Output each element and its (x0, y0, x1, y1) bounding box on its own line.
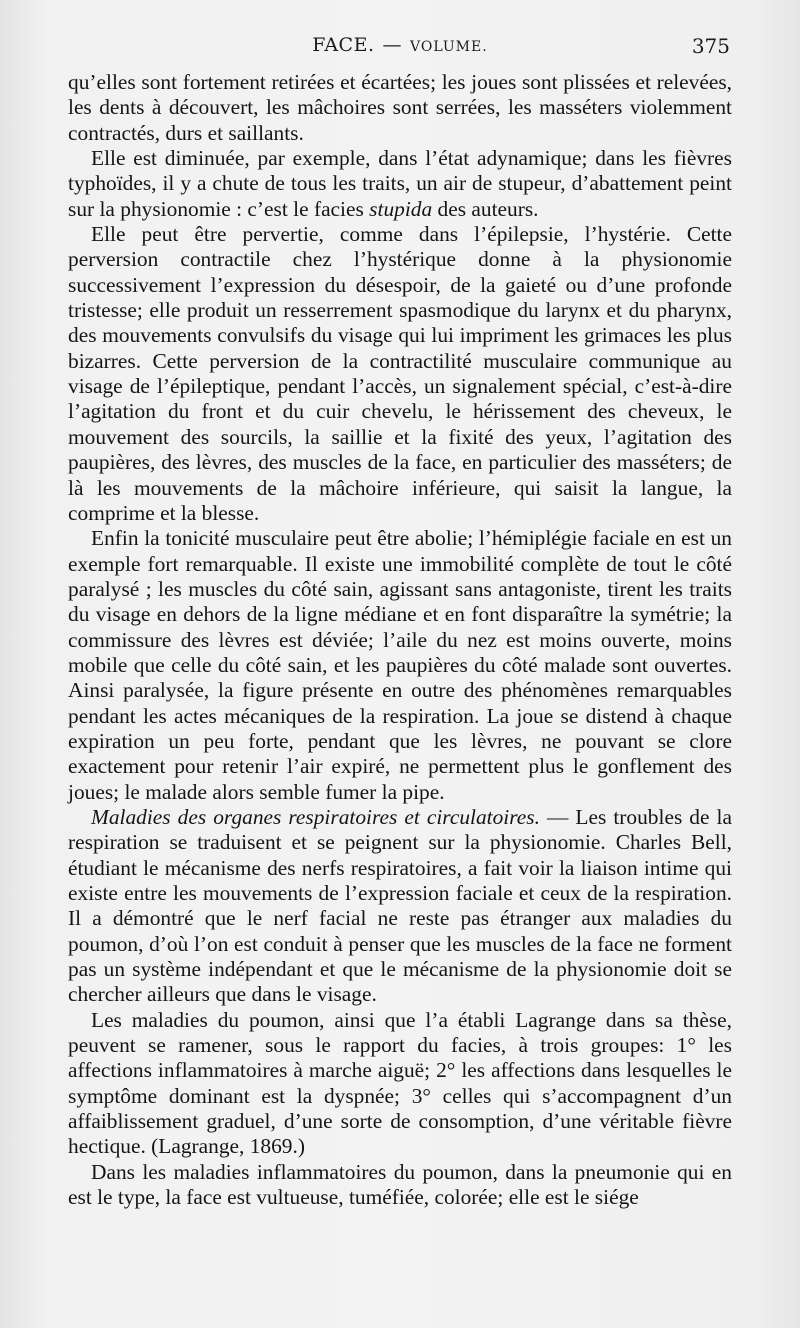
paragraph-7-text: Dans les maladies inflammatoires du poumon, dans la pneumonie qui en est le type, la face est vultueuse, tuméfiée, colorée; elle est le siége (68, 1159, 732, 1210)
running-title-dash: — (382, 34, 402, 56)
paragraph-2 (68, 146, 732, 222)
paragraph-4 (68, 526, 732, 805)
paragraph-3 (68, 222, 732, 526)
paragraph-1-text: qu’elles sont fortement retirées et écartées; les joues sont plissées et relevées, les dents à découvert, les mâchoires sont serrées, les masséters violemment contractés, durs et saillants. (68, 70, 732, 145)
paragraph-3-text: Elle peut être pervertie, comme dans l’épilepsie, l’hystérie. Cette perversion contractile chez l’hystérique donne à la physionomie successivement l’expression du désespoir, de la gaieté ou d’une profonde tristesse; elle produit un resserrement spasmodique du larynx et du pharynx, des mouvements convulsifs du visage qui lui impriment les grimaces les plus bizarres. Cette perversion de la contractilité musculaire communique au visage de l’épileptique, pendant l’accès, un signalement spécial, c’est-à-dire l’agitation du front et du cuir chevelu, le hérissement des cheveux, le mouvement des sourcils, la saillie et la fixité des yeux, l’agitation des paupières, des lèvres, des muscles de la face, en particulier des masséters; de là les mouvements de la mâchoire inférieure, qui saisit la langue, la comprime et la blesse. (68, 222, 732, 525)
paragraph-2-text: Elle est diminuée, par exemple, dans l’état adynamique; dans les fièvres typhoïdes, il y a chute de tous les traits, un air de stupeur, d’abattement peint sur la physionomie : c’est le facies (68, 146, 732, 221)
running-title-face: FACE. (312, 34, 375, 56)
paragraph-1 (68, 70, 732, 146)
running-title-volume: VOLUME. (410, 39, 488, 55)
body-text (68, 70, 732, 1210)
paragraph-2-after: des auteurs. (432, 196, 539, 221)
paragraph-7 (68, 1160, 732, 1211)
paragraph-4-text: Enfin la tonicité musculaire peut être abolie; l’hémiplégie faciale en est un exemple fort remarquable. Il existe une immobilité complète de tout le côté paralysé ; les muscles du côté sain, agissant sans antagoniste, tirent les traits du visage en dehors de la ligne médiane et en font disparaître la symétrie; la commissure des lèvres est déviée; l’aile du nez est moins ouverte, moins mobile que celle du côté sain, et les paupières du côté malade sont ouvertes. Ainsi paralysée, la figure présente en outre des phénomènes remarquables pendant les actes mécaniques de la respiration. La joue se distend à chaque expiration un peu forte, pendant que les lèvres, ne pouvant se clore exactement pour retenir l’air expiré, ne permettent plus le gonflement des joues; le malade alors semble fumer la pipe. (68, 526, 732, 804)
paragraph-2-italic: stupida (369, 196, 433, 221)
paragraph-6 (68, 1008, 732, 1160)
page-number: 375 (691, 34, 730, 58)
section-heading-italic: Maladies des organes respiratoires et circulatoires. (91, 804, 540, 829)
paragraph-5 (68, 805, 732, 1008)
paragraph-6-text: Les maladies du poumon, ainsi que l’a établi Lagrange dans sa thèse, peuvent se ramener, sous le rapport du facies, à trois groupes: 1° les affections inflammatoires à marche aiguë; 2° les affections dans lesquelles le symptôme dominant est la dyspnée; 3° celles qui s’accompagnent d’un affaiblissement graduel, d’une sorte de consomption, d’une véritable fièvre hectique. (Lagrange, 1869.) (68, 1007, 732, 1159)
paragraph-5-text: — Les troubles de la respiration se traduisent et se peignent sur la physionomie. Charles Bell, étudiant le mécanisme des nerfs respiratoires, a fait voir la liaison intime qui existe entre les mouvements de l’expression faciale et ceux de la respiration. Il a démontré que le nerf facial ne reste pas étranger aux maladies du poumon, d’où l’on est conduit à penser que les muscles de la face ne forment pas un système indépendant et que le mécanisme de la physionomie doit se chercher ailleurs que dans le visage. (68, 804, 732, 1007)
running-header (68, 34, 732, 62)
running-title (68, 34, 732, 56)
